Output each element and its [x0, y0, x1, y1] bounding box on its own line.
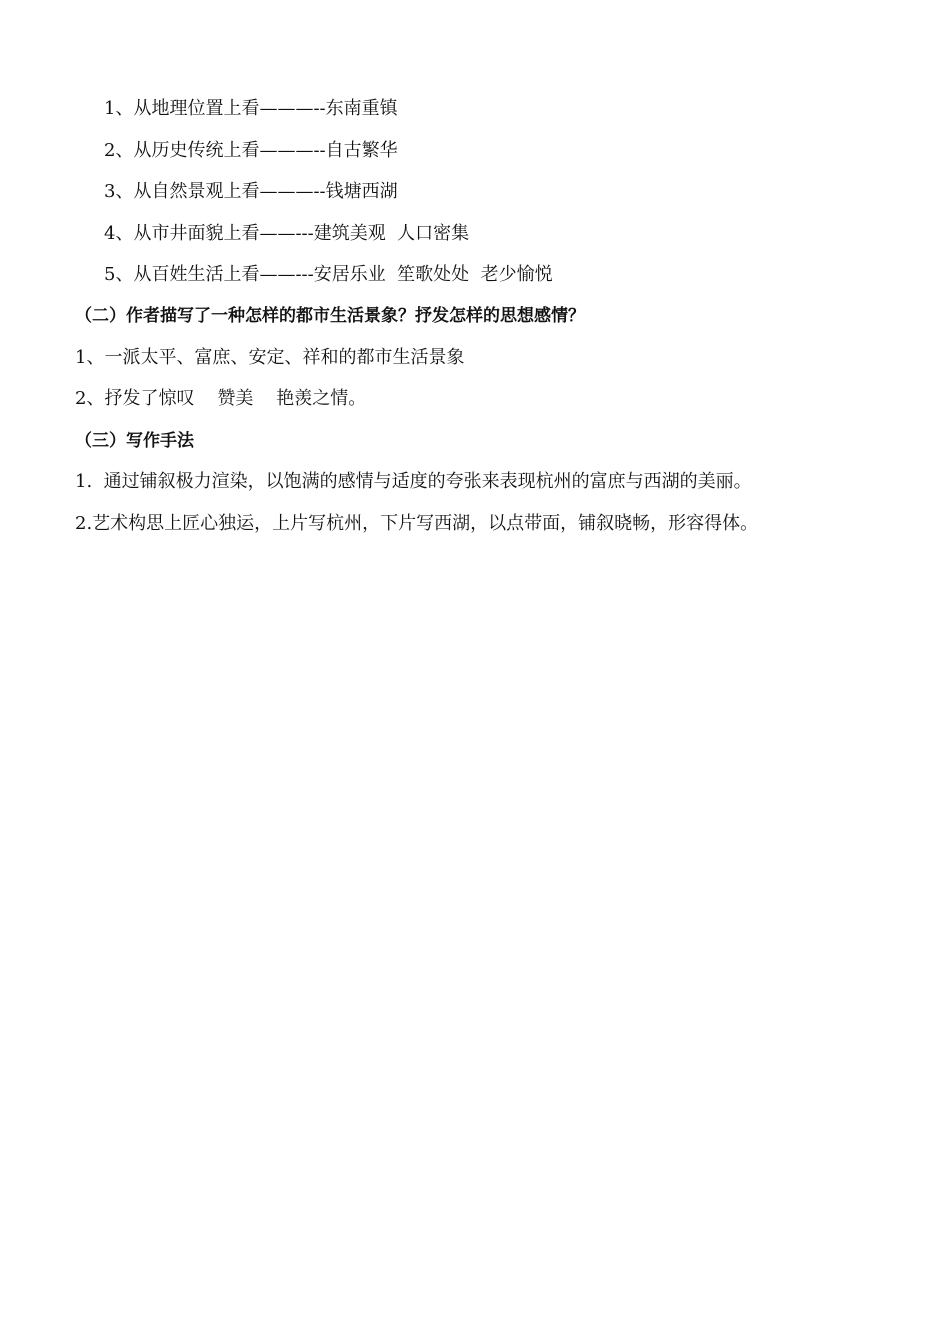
section-two-answer-2: 2、抒发了惊叹 赞美 艳羡之情。	[75, 388, 367, 409]
section-two-answer-1: 1、一派太平、富庶、安定、祥和的都市生活景象	[75, 347, 465, 368]
section-two-heading: （二）作者描写了一种怎样的都市生活景象？抒发怎样的思想感情？	[75, 306, 585, 326]
section-three-point-2: 2.艺术构思上匠心独运，上片写杭州，下片写西湖，以点带面，铺叙晓畅，形容得体。	[75, 513, 759, 534]
perspective-item-geography: 1、从地理位置上看———--东南重镇	[104, 98, 398, 119]
section-three-heading: （三）写作手法	[75, 431, 194, 451]
perspective-item-people-life: 5、从百姓生活上看——---安居乐业 笙歌处处 老少愉悦	[104, 264, 553, 285]
section-three-point-1: 1. 通过铺叙极力渲染，以饱满的感情与适度的夸张来表现杭州的富庶与西湖的美丽。	[75, 471, 752, 492]
perspective-item-cityscape: 4、从市井面貌上看——---建筑美观 人口密集	[104, 223, 470, 244]
perspective-item-history: 2、从历史传统上看———--自古繁华	[104, 140, 398, 161]
perspective-item-landscape: 3、从自然景观上看———--钱塘西湖	[104, 181, 398, 202]
